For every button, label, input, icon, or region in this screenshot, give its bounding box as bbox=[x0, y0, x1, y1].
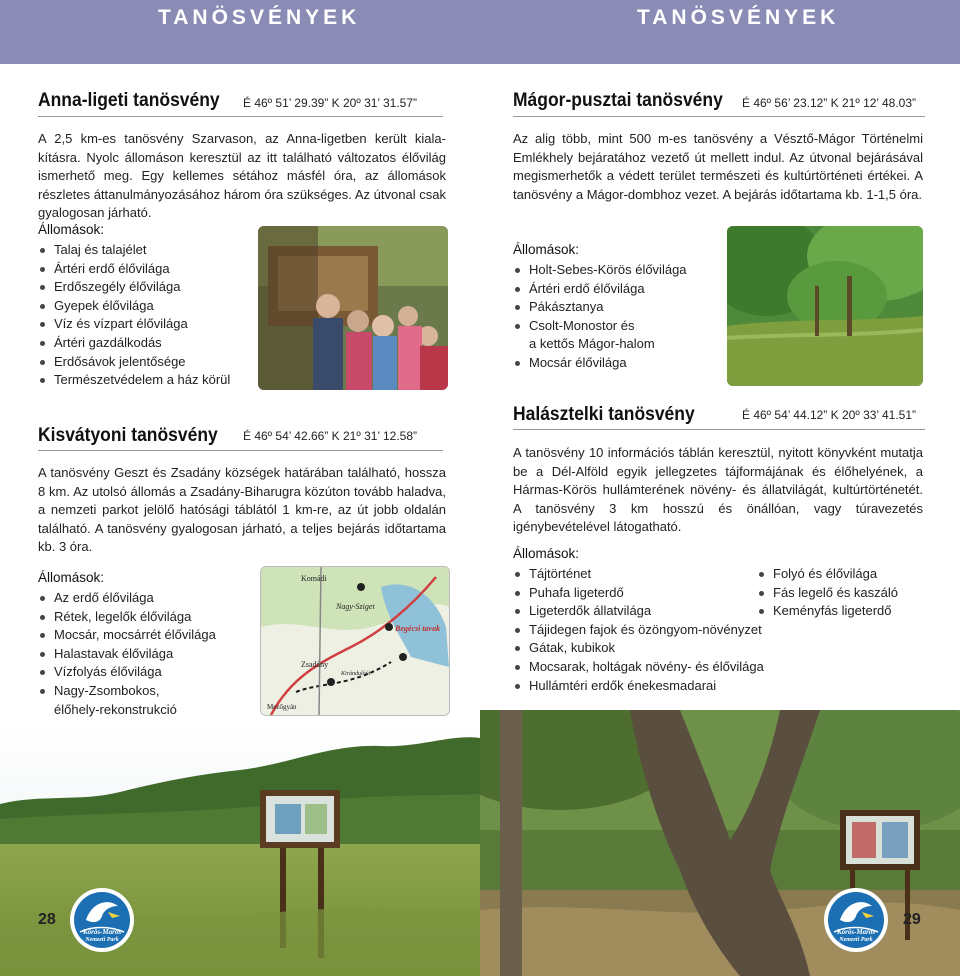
list-item: Holt-Sebes-Körös élővilága bbox=[513, 261, 728, 280]
national-park-logo-left bbox=[70, 888, 134, 952]
list-item: Erdősávok jelentősége bbox=[38, 353, 268, 372]
section-title-kisvatyoni: Kisvátyoni tanösvény bbox=[38, 425, 218, 446]
page-number-left: 28 bbox=[38, 911, 56, 928]
page-header bbox=[0, 0, 960, 64]
stations-list-magor bbox=[513, 261, 728, 373]
list-item: Hullámtéri erdők énekesmadarai bbox=[513, 677, 803, 696]
list-item: Mocsár, mocsárrét élővilága bbox=[38, 626, 268, 645]
description-kisvatyoni: A tanösvény Geszt és Zsadány községek határában található, hossza 8 km. Az utolsó állomás a Zsadány-Biharugra közúton tovább haladva, a nemzeti parkot jelölő hatósági táblától 1 km-re, az út jobb oldalán található. A tanösvény gyalogosan járható, a teljes bejárás időtartama kb. 3 óra. bbox=[38, 465, 446, 555]
list-item: élőhely-rekonstrukció bbox=[54, 701, 177, 717]
list-item: Mocsarak, holtágak növény- és élővilága bbox=[513, 658, 803, 677]
divider bbox=[38, 116, 443, 117]
logo-text-line2: Nemzeti Park bbox=[85, 937, 119, 943]
national-park-logo-right bbox=[824, 888, 888, 952]
map-label: Kirándulóút bbox=[341, 671, 371, 677]
logo-text-line1: Körös-Maros bbox=[836, 928, 876, 936]
page-number-right: 29 bbox=[903, 911, 921, 928]
stations-heading-halasztelki: Állomások: bbox=[513, 546, 580, 561]
section-title-halasztelki: Halásztelki tanösvény bbox=[513, 404, 695, 425]
logo-text-line1: Körös-Maros bbox=[82, 928, 122, 936]
section-title-anna-ligeti: Anna-ligeti tanösvény bbox=[38, 90, 220, 111]
list-item: Csolt-Monostor és bbox=[513, 317, 728, 336]
description-anna-ligeti: A 2,5 km-es tanösvény Szarvason, az Anna-ligetben került kialakításra. Nyolc állomáson keresztül az itt található változatos élővilág ismerhető meg. Egy kellemes sétához másfél óra, az állomások részletes áttanulmányozásához három óra szükséges. Az útvonal csak gyalogosan járható. bbox=[38, 131, 446, 221]
logo-text-line2: Nemzeti Park bbox=[839, 937, 873, 943]
list-item: Fás legelő és kaszáló bbox=[757, 584, 927, 603]
stations-list-kisvatyoni bbox=[38, 589, 268, 719]
divider bbox=[38, 450, 443, 451]
list-item: Rétek, legelők élővilága bbox=[38, 608, 268, 627]
photo-children-info-board bbox=[258, 226, 448, 390]
list-item: Tájtörténet bbox=[513, 565, 803, 584]
photo-river-trees bbox=[727, 226, 923, 386]
trail-map-kisvatyoni bbox=[260, 566, 450, 716]
list-item: a kettős Mágor-halom bbox=[529, 336, 655, 352]
description-magor-pusztai: Az alig több, mint 500 m-es tanösvény a Vésztő-Mágor Történelmi Emlékhely bejáratához vezető út mellett indul. Az útvonal bejárásával megismerhetők a védett terület természeti és kultúrtörténeti értékei. A tanösvény a Mágor-dombhoz vezet. A bejárás időtartama kb. 1-1,5 óra. bbox=[513, 131, 923, 202]
list-item: Erdőszegély élővilága bbox=[38, 278, 268, 297]
map-label: Zsadány bbox=[301, 660, 329, 669]
list-item: Tájidegen fajok és özöngyom-növényzet bbox=[513, 621, 803, 640]
list-item: Gátak, kubikok bbox=[513, 639, 803, 658]
list-item: Keményfás ligeterdő bbox=[757, 602, 927, 621]
map-label: Begécsi tavak bbox=[395, 624, 441, 633]
divider bbox=[513, 429, 925, 430]
list-item: Ligeterdők állatvilága bbox=[513, 602, 803, 621]
stations-list-halasztelki-col2 bbox=[757, 565, 927, 621]
stations-heading-anna: Állomások: bbox=[38, 222, 105, 237]
map-label: Komádi bbox=[301, 574, 327, 583]
photo-forest-old-tree bbox=[480, 710, 960, 976]
coords-kisvatyoni: É 46º 54’ 42.66” K 21º 31’ 12.58” bbox=[243, 429, 417, 443]
stations-list-anna bbox=[38, 241, 268, 390]
list-item: Vízfolyás élővilága bbox=[38, 663, 268, 682]
list-item: Gyepek élővilága bbox=[38, 297, 268, 316]
divider bbox=[513, 116, 925, 117]
left-header-title: TANÖSVÉNYEK bbox=[158, 6, 361, 29]
list-item: Ártéri erdő élővilága bbox=[38, 260, 268, 279]
map-label: Nagy-Sziget bbox=[336, 602, 375, 611]
list-item: Nagy-Zsombokos, bbox=[38, 682, 268, 701]
description-halasztelki: A tanösvény 10 információs táblán keresztül, nyitott könyvként mutatja be a Dél-Alföld egyik jellegzetes tájformájának és élőhelyének, a Hármas-Körös hullámterének növény- és állatvilágát, kultúrtörténetét. A tanösvény 3 km hosszú és önállóan, vagy túravezetés igénybevételével látogatható. bbox=[513, 445, 923, 535]
list-item: Puhafa ligeterdő bbox=[513, 584, 803, 603]
coords-magor-pusztai: É 46º 56’ 23.12” K 21º 12’ 48.03” bbox=[742, 96, 916, 110]
list-item: Ártéri gazdálkodás bbox=[38, 334, 268, 353]
stations-heading-kisvatyoni: Állomások: bbox=[38, 570, 105, 585]
list-item: Víz és vízpart élővilága bbox=[38, 315, 268, 334]
list-item: Talaj és talajélet bbox=[38, 241, 268, 260]
section-title-magor-pusztai: Mágor-pusztai tanösvény bbox=[513, 90, 723, 111]
photo-meadow-info-board bbox=[0, 724, 480, 976]
coords-halasztelki: É 46º 54’ 44.12” K 20º 33’ 41.51” bbox=[742, 408, 916, 422]
list-item: Az erdő élővilága bbox=[38, 589, 268, 608]
map-label: Mezőgyán bbox=[267, 703, 297, 711]
list-item: Mocsár élővilága bbox=[513, 354, 728, 373]
list-item: Pákásztanya bbox=[513, 298, 728, 317]
right-header-title: TANÖSVÉNYEK bbox=[637, 6, 840, 29]
list-item: Halastavak élővilága bbox=[38, 645, 268, 664]
list-item: Ártéri erdő élővilága bbox=[513, 280, 728, 299]
stations-heading-magor: Állomások: bbox=[513, 242, 580, 257]
list-item: Természetvédelem a ház körül bbox=[38, 371, 268, 390]
coords-anna-ligeti: É 46º 51’ 29.39” K 20º 31’ 31.57” bbox=[243, 96, 417, 110]
list-item: Folyó és élővilága bbox=[757, 565, 927, 584]
